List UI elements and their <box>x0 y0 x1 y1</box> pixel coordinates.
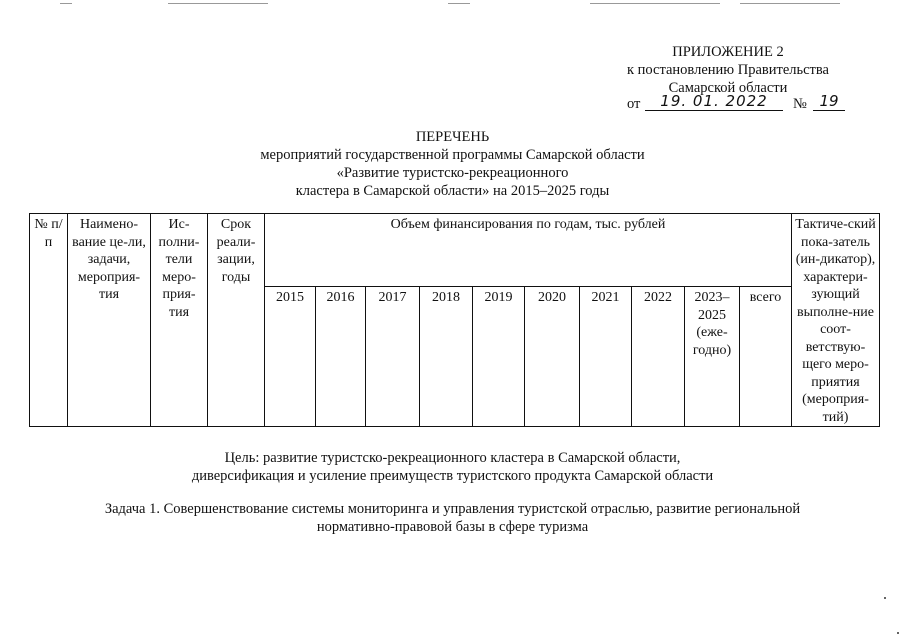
header-year: 2019 <box>473 287 525 427</box>
document-heading <box>150 128 755 200</box>
header-number: № п/п <box>30 214 68 427</box>
activities-table <box>29 213 880 427</box>
heading-line-1: ПЕРЕЧЕНЬ <box>415 129 490 145</box>
header-year-range: 2023–2025 (еже-годно) <box>685 287 740 427</box>
goal-statement <box>100 449 805 485</box>
header-financing: Объем финансирования по годам, тыс. рублей <box>265 214 792 287</box>
header-executors: Ис-полни-тели меро-прия-тия <box>151 214 208 427</box>
header-year: 2020 <box>525 287 580 427</box>
decree-number: 19 <box>813 92 845 111</box>
task-line-1: Задача 1. Совершенствование системы мониторинга и управления туристской отраслью, развитие региональной <box>104 501 801 517</box>
header-indicator: Тактиче-ский пока-затель (ин-дикатор), характери-зующий выполне-ние соот-ветствую-щего меро-приятия (мероприя-тий) <box>792 214 880 427</box>
header-year: 2021 <box>580 287 632 427</box>
header-name: Наимено-вание це-ли, задачи, мероприя-тия <box>68 214 151 427</box>
header-term: Срок реали-зации, годы <box>208 214 265 427</box>
header-year: 2018 <box>420 287 473 427</box>
heading-line-2: мероприятий государственной программы Самарской области <box>260 147 645 163</box>
appendix-title: ПРИЛОЖЕНИЕ 2 <box>672 44 784 60</box>
heading-line-3: «Развитие туристско-рекреационного <box>336 165 569 181</box>
appendix-line-2: Самарской области <box>668 80 788 96</box>
header-total: всего <box>740 287 792 427</box>
heading-line-4: кластера в Самарской области» на 2015–2025 годы <box>295 183 610 199</box>
header-year: 2022 <box>632 287 685 427</box>
date-prefix: от <box>627 96 641 112</box>
number-prefix: № <box>793 96 807 112</box>
goal-line-2: диверсификация и усиление преимуществ туристского продукта Самарской области <box>191 468 714 484</box>
header-year: 2015 <box>265 287 316 427</box>
table-header-row <box>30 214 880 287</box>
scan-speck <box>884 597 886 599</box>
appendix-header <box>613 43 843 97</box>
appendix-line-1: к постановлению Правительства <box>627 62 829 78</box>
task-statement <box>80 500 825 536</box>
header-year: 2016 <box>316 287 366 427</box>
task-line-2: нормативно-правовой базы в сфере туризма <box>316 519 589 535</box>
header-year: 2017 <box>366 287 420 427</box>
scan-artifact-marks <box>0 0 905 6</box>
decree-date-number <box>627 92 857 115</box>
decree-date: 19. 01. 2022 <box>645 92 783 111</box>
goal-line-1: Цель: развитие туристско-рекреационного кластера в Самарской области, <box>224 450 681 466</box>
scan-speck <box>897 632 899 634</box>
